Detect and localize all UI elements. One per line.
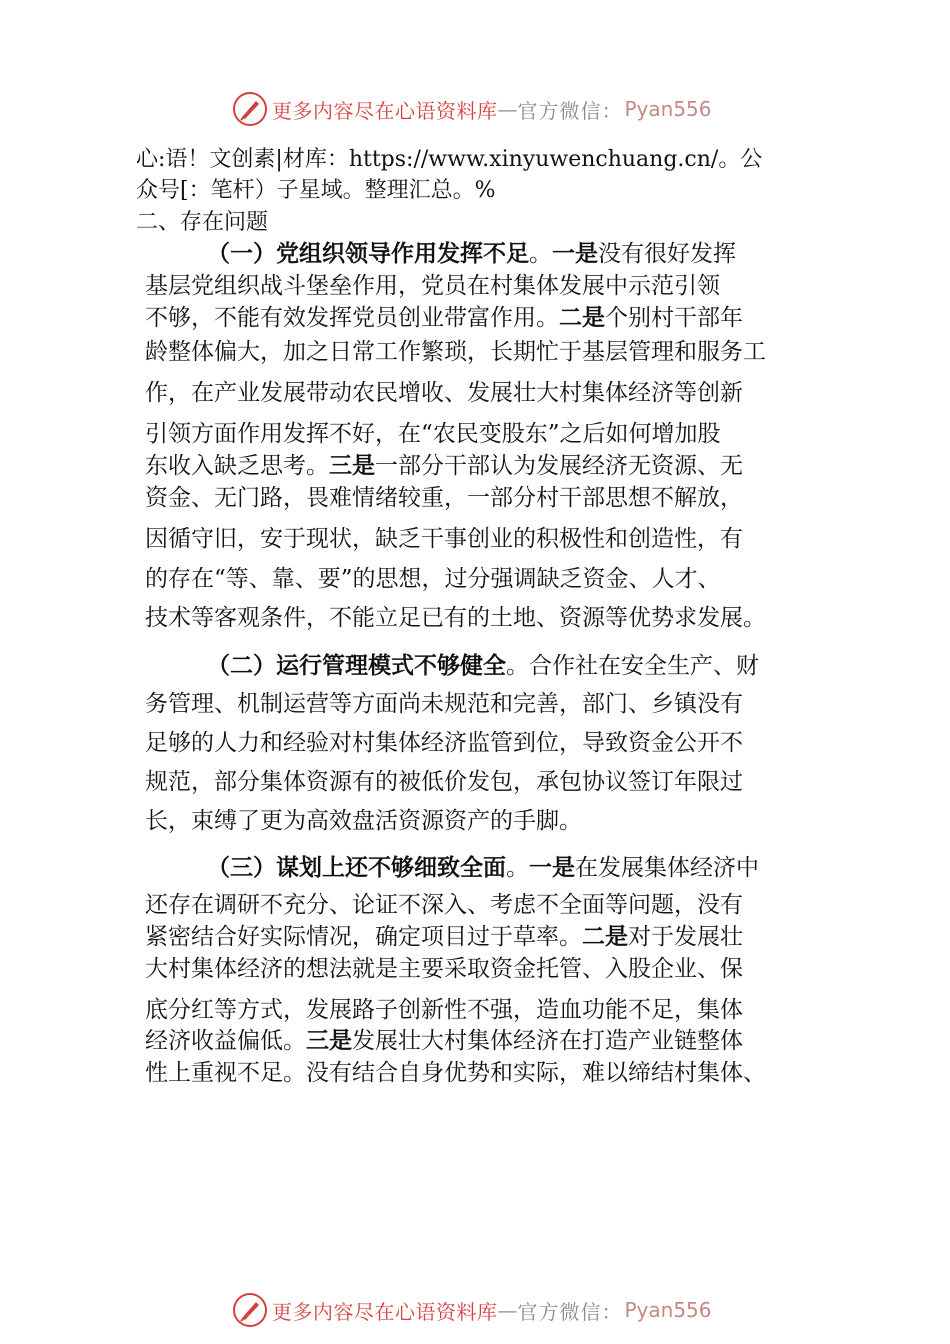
p2-line-1 <box>207 650 759 682</box>
source-line-2: 众号[：笔杆）子星域。整理汇总。% <box>136 178 496 203</box>
banner-wechat-id: Pyan556 <box>624 1298 712 1322</box>
p1-line-1 <box>207 238 736 270</box>
p2-line-5: 长，束缚了更为高效盘活资源资产的手脚。 <box>145 808 582 834</box>
p3-line-4: 大村集体经济的想法就是主要采取资金托管、入股企业、保 <box>145 956 743 982</box>
p2-line-2: 务管理、机制运营等方面尚未规范和完善，部门、乡镇没有 <box>145 691 743 717</box>
section-title: 二、存在问题 <box>136 210 269 235</box>
watermark-banner-top <box>232 90 712 128</box>
p1-l3-a: 不够，不能有效发挥党员创业带富作用。 <box>145 305 559 331</box>
p2-line-4: 规范，部分集体资源有的被低价发包，承包协议签订年限过 <box>145 769 743 795</box>
banner-separator: — <box>497 97 518 121</box>
p3-line-3 <box>145 921 743 953</box>
source-line-1: 心:语！文创素|材库：https://www.xinyuwenchuang.cn/。公 <box>136 147 763 172</box>
p1-l7-a: 东收入缺乏思考。 <box>145 453 329 479</box>
p3-l3-b: 对于发展壮 <box>628 924 743 950</box>
p1-marker-3: 三是 <box>329 453 375 479</box>
p1-line-8: 资金、无门路，畏难情绪较重，一部分村干部思想不解放， <box>145 485 743 511</box>
p1-l1-tail: 没有很好发挥 <box>598 241 736 267</box>
banner-title: 更多内容尽在心语资料库 <box>272 1299 498 1324</box>
p1-l7-b: 一部分干部认为发展经济无资源、无 <box>375 453 743 479</box>
p1-line-5: 作，在产业发展带动农民增收、发展壮大村集体经济等创新 <box>145 380 743 406</box>
banner-wechat-id: Pyan556 <box>624 97 712 121</box>
p3-marker-3: 三是 <box>306 1028 352 1054</box>
p3-heading: （三）谋划上还不够细致全面 <box>207 855 506 881</box>
p3-l6-a: 经济收益偏低。 <box>145 1028 306 1054</box>
p3-line-6 <box>145 1025 743 1057</box>
p1-line-3 <box>145 302 743 334</box>
banner-title: 更多内容尽在心语资料库 <box>272 98 498 123</box>
p2-line-3: 足够的人力和经验对村集体经济监管到位，导致资金公开不 <box>145 730 743 756</box>
banner-wechat-label: 官方微信： <box>517 98 623 123</box>
p3-l1-tail: 在发展集体经济中 <box>575 855 759 881</box>
p1-line-9: 因循守旧，安于现状，缺乏干事创业的积极性和创造性，有 <box>145 526 743 552</box>
p1-line-2: 基层党组织战斗堡垒作用，党员在村集体发展中示范引领 <box>145 273 720 299</box>
p3-l3-a: 紧密结合好实际情况，确定项目过于草率。 <box>145 924 582 950</box>
p3-line-7: 性上重视不足。没有结合自身优势和实际，难以缔结村集体、 <box>145 1060 766 1086</box>
banner-separator: — <box>497 1298 518 1322</box>
p3-line-1 <box>207 852 759 884</box>
p3-l6-b: 发展壮大村集体经济在打造产业链整体 <box>352 1028 743 1054</box>
quill-logo-icon <box>232 91 268 127</box>
p1-line-4: 龄整体偏大，加之日常工作繁琐，长期忙于基层管理和服务工 <box>145 339 766 365</box>
p1-marker-1: 一是 <box>552 241 598 267</box>
p1-l3-b: 个别村干部年 <box>605 305 743 331</box>
p1-marker-2: 二是 <box>559 305 605 331</box>
p3-line-5: 底分红等方式，发展路子创新性不强，造血功能不足，集体 <box>145 997 743 1023</box>
p3-marker-1: 一是 <box>529 855 575 881</box>
p3-line-2: 还存在调研不充分、论证不深入、考虑不全面等问题，没有 <box>145 892 743 918</box>
p1-heading: （一）党组织领导作用发挥不足 <box>207 241 529 267</box>
p3-l1-sep: 。 <box>506 855 529 881</box>
p2-l1-tail: 。合作社在安全生产、财 <box>506 653 759 679</box>
p3-marker-2: 二是 <box>582 924 628 950</box>
quill-logo-icon <box>232 1292 268 1328</box>
p2-heading: （二）运行管理模式不够健全 <box>207 653 506 679</box>
watermark-banner-bottom <box>232 1291 712 1329</box>
p1-line-10: 的存在“等、靠、要”的思想，过分强调缺乏资金、人才、 <box>145 566 721 592</box>
p1-line-7 <box>145 450 743 482</box>
p1-line-11: 技术等客观条件，不能立足已有的土地、资源等优势求发展。 <box>145 605 766 631</box>
p1-l1-sep: 。 <box>529 241 552 267</box>
p1-line-6: 引领方面作用发挥不好，在“农民变股东”之后如何增加股 <box>145 421 721 447</box>
banner-wechat-label: 官方微信： <box>517 1299 623 1324</box>
